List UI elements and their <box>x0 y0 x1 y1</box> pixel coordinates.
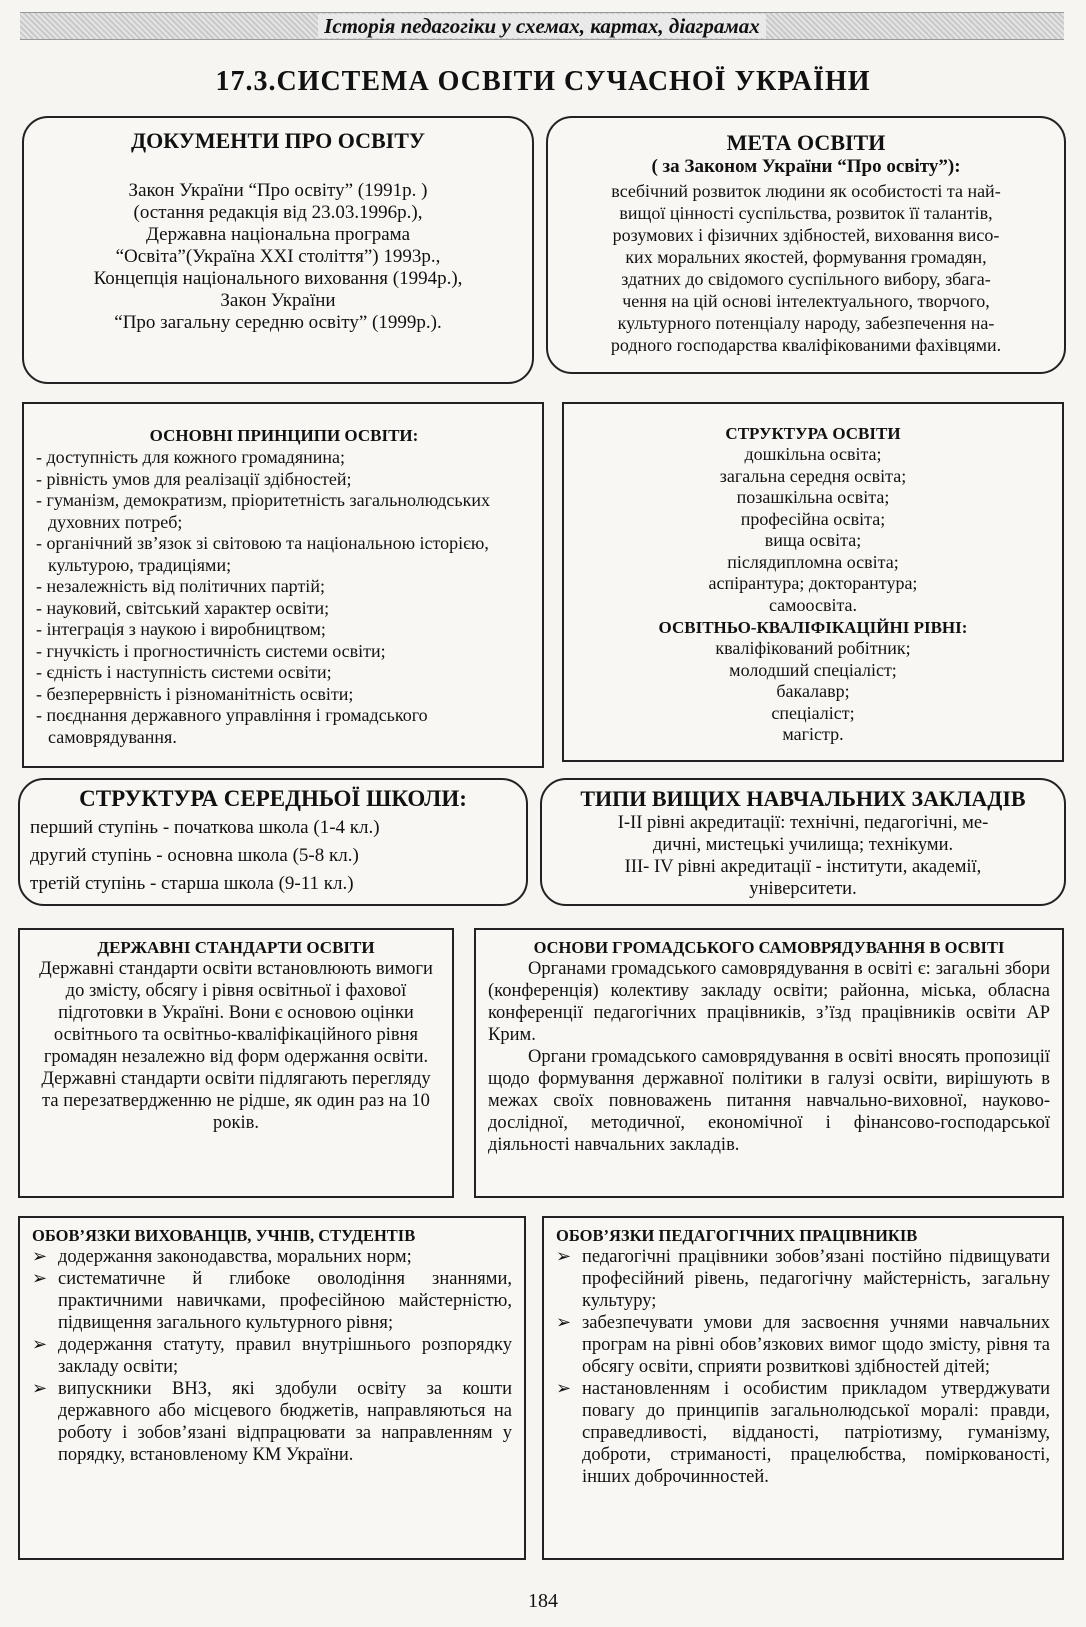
standards-heading: ДЕРЖАВНІ СТАНДАРТИ ОСВІТИ <box>97 938 375 957</box>
list-item: - безперервність і різноманітність освіти; <box>36 684 532 706</box>
goal-heading: МЕТА ОСВІТИ <box>726 130 886 155</box>
list-item: - інтеграція з наукою і виробництвом; <box>36 619 532 641</box>
structure-box <box>562 402 1064 762</box>
list-item: - поєднання державного управління і громадського самоврядування. <box>36 705 532 748</box>
list-item: ➢ забезпечувати умови для засвоєння учнями навчальних програм на рівні обов’язкових вимог щодо змісту, рівня та обсягу освіти, сприяти розвиткові здібностей дітей; <box>556 1312 1050 1378</box>
documents-line: (остання редакція від 23.03.1996р.), <box>133 202 423 223</box>
list-item: позашкільна освіта; <box>736 487 890 507</box>
goal-text <box>560 180 1052 356</box>
list-item: самоосвіта. <box>768 594 858 615</box>
list-item: другий ступінь - основна школа (5-8 кл.) <box>30 845 359 866</box>
principles-list <box>36 447 532 748</box>
list-item: - єдність і наступність системи освіти; <box>36 662 532 684</box>
list-item: - гуманізм, демократизм, пріоритетність загальнолюдських духовних потреб; <box>36 490 532 533</box>
standards-box <box>18 928 454 1198</box>
student-duties-list <box>32 1246 512 1466</box>
goal-line: культурного потенціалу народу, забезпечення на- <box>617 313 995 333</box>
list-item: молодший спеціаліст; <box>729 659 897 680</box>
structure-heading: СТРУКТУРА ОСВІТИ <box>725 424 901 443</box>
list-item: - незалежність від політичних партій; <box>36 576 532 598</box>
self-government-paragraph-2: Органи громадського самоврядування в освіті вносять пропозиції щодо формування державної політики в галузі освіти, вирішують в межах своїх повноважень питання навчально-виховної, науково-дослідної, методичної, економічної і фінансово-господарської діяльності навчальних закладів. <box>488 1047 1050 1155</box>
higher-types-box <box>540 778 1066 906</box>
goal-line: вищої цінності суспільства, розвиток її талантів, <box>619 203 993 223</box>
teacher-duties-list <box>556 1246 1050 1488</box>
list-item: перший ступінь - початкова школа (1-4 кл.) <box>30 817 380 838</box>
student-duties-heading: ОБОВ’ЯЗКИ ВИХОВАНЦІВ, УЧНІВ, СТУДЕНТІВ <box>32 1226 416 1245</box>
list-item: магістр. <box>782 724 844 744</box>
list-item: професійна освіта; <box>740 508 886 529</box>
goal-line: розумових і фізичних здібностей, виховання висо- <box>612 225 1000 245</box>
higher-types-line: III- IV рівні акредитації - інститути, академії, <box>624 857 982 877</box>
list-item: спеціаліст; <box>771 702 855 723</box>
self-government-paragraph-1: Органами громадського самоврядування в освіті є: загальні збори (конференція) колективу закладу освіти; районна, міська, обласна конференції педагогічних працівників, з’їзд працівників освіти АР Крим. <box>488 959 1050 1045</box>
list-item: - гнучкість і прогностичність системи освіти; <box>36 641 532 663</box>
list-item: аспірантура; докторантура; <box>708 573 918 593</box>
school-structure-heading: СТРУКТУРА СЕРЕДНЬОЇ ШКОЛИ: <box>79 786 467 811</box>
higher-types-line: дичні, мистецькі училища; технікуми. <box>652 835 954 855</box>
list-item: третій ступінь - старша школа (9-11 кл.) <box>30 873 354 894</box>
goal-line: всебічний розвиток людини як особистості та най- <box>611 181 1001 201</box>
documents-line: “Про загальну середню освіту” (1999р.). <box>114 312 442 333</box>
list-item: - органічний зв’язок зі світовою та національною історією, культурою, традиціями; <box>36 533 532 576</box>
list-item: бакалавр; <box>776 681 850 701</box>
documents-heading: ДОКУМЕНТИ ПРО ОСВІТУ <box>130 128 426 153</box>
list-item: - науковий, світський характер освіти; <box>36 598 532 620</box>
documents-line: “Освіта”(Україна XXI століття”) 1993р., <box>115 246 441 267</box>
teacher-duties-box <box>542 1216 1064 1560</box>
list-item: кваліфікований робітник; <box>715 638 911 658</box>
levels-heading: ОСВІТНЬО-КВАЛІФІКАЦІЙНІ РІВНІ: <box>658 618 968 637</box>
school-structure-list <box>30 814 516 898</box>
goal-subheading: ( за Законом України “Про освіту”): <box>651 156 961 177</box>
structure-list <box>574 444 1052 616</box>
student-duties-box <box>18 1216 526 1560</box>
list-item: - рівність умов для реалізації здібностей; <box>36 469 532 491</box>
page-title: 17.3.СИСТЕМА ОСВІТИ СУЧАСНОЇ УКРАЇНИ <box>215 66 871 97</box>
self-government-box <box>474 928 1064 1198</box>
goal-line: ких моральних якостей, формування громадян, <box>625 247 987 267</box>
teacher-duties-heading: ОБОВ’ЯЗКИ ПЕДАГОГІЧНИХ ПРАЦІВНИКІВ <box>556 1226 918 1245</box>
list-item: післядипломна освіта; <box>727 551 899 572</box>
running-header <box>20 12 1064 40</box>
higher-types-line: I-II рівні акредитації: технічні, педагогічні, ме- <box>617 813 989 833</box>
list-item: ➢ додержання законодавства, моральних норм; <box>32 1246 512 1268</box>
goal-line: здатних до свідомого суспільного вибору, збага- <box>621 269 991 289</box>
documents-line: Державна національна програма <box>145 224 411 245</box>
list-item: - доступність для кожного громадянина; <box>36 447 532 469</box>
higher-types-line: університети. <box>749 879 857 899</box>
running-title: Історія педагогіки у схемах, картах, діаграмах <box>318 14 766 38</box>
principles-heading: ОСНОВНІ ПРИНЦИПИ ОСВІТИ: <box>149 426 419 445</box>
documents-line: Концепція національного виховання (1994р.), <box>93 268 463 289</box>
list-item: ➢ систематичне й глибоке оволодіння знаннями, практичними навичками, професійною майстерністю, підвищення загального культурного рівня; <box>32 1268 512 1334</box>
page-number: 184 <box>528 1590 558 1612</box>
goal-box <box>546 116 1066 374</box>
levels-list <box>574 638 1052 746</box>
documents-list <box>38 180 518 334</box>
list-item: ➢ педагогічні працівники зобов’язані постійно підвищувати професійний рівень, педагогічну майстерність, загальну культуру; <box>556 1246 1050 1312</box>
higher-types-heading: ТИПИ ВИЩИХ НАВЧАЛЬНИХ ЗАКЛАДІВ <box>580 786 1026 811</box>
documents-line: Закон України <box>220 290 336 311</box>
self-government-heading: ОСНОВИ ГРОМАДСЬКОГО САМОВРЯДУВАННЯ В ОСВІТІ <box>533 938 1005 957</box>
standards-paragraph-1: Державні стандарти освіти встановлюють вимоги до змісту, обсягу і рівня освітньої і фахової підготовки в Україні. Вони є основою оцінки освітнього та освітньо-кваліфікаційного рівня громадян незалежно від форм одержання освіти. <box>39 959 433 1067</box>
list-item: ➢ додержання статуту, правил внутрішнього розпорядку закладу освіти; <box>32 1334 512 1378</box>
goal-line: чення на цій основі інтелектуального, творчого, <box>622 291 990 311</box>
list-item: вища освіта; <box>764 530 862 550</box>
principles-box <box>22 402 544 768</box>
list-item: дошкільна освіта; <box>744 444 882 464</box>
goal-line: родного господарства кваліфікованими фахівцями. <box>610 335 1002 355</box>
higher-types-text <box>552 812 1054 900</box>
documents-line: Закон України “Про освіту” (1991р. ) <box>128 180 428 201</box>
list-item: ➢ випускники ВНЗ, які здобули освіту за кошти державного або місцевого бюджетів, направляються на роботу і зобов’язані відпрацювати за направленням у порядку, встановленому КМ України. <box>32 1378 512 1466</box>
documents-box <box>22 116 534 384</box>
list-item: ➢ настановленням і особистим прикладом утверджувати повагу до принципів загальнолюдської моралі: правди, справедливості, відданості, патріотизму, гуманізму, доброти, стриманості, працелюбства, поміркованості, інших доброчинностей. <box>556 1378 1050 1488</box>
standards-paragraph-2: Державні стандарти освіти підлягають перегляду та перезатвердженню не рідше, як один раз на 10 років. <box>41 1069 431 1133</box>
list-item: загальна середня освіта; <box>719 465 907 486</box>
school-structure-box <box>18 778 528 906</box>
